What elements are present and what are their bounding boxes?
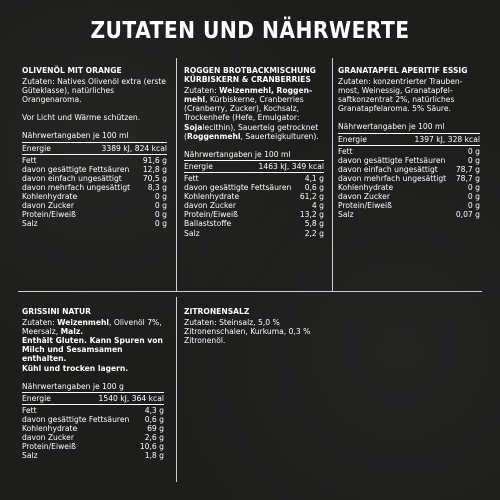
storage-note: Kühl und trocken lagern. xyxy=(22,363,129,373)
section-heading xyxy=(184,75,324,84)
nutrient-label: Energie xyxy=(184,161,213,171)
table-row xyxy=(22,201,167,210)
nutrient-value: 1397 kJ, 328 kcal xyxy=(414,134,480,144)
nutrient-value: 4,3 g xyxy=(144,405,164,415)
nutrient-label: davon gesättigte Fettsäuren xyxy=(338,155,446,165)
table-rule xyxy=(338,133,480,134)
nutrient-label: Fett xyxy=(338,146,353,156)
nutrition-table xyxy=(22,144,167,229)
nutrient-label: davon Zucker xyxy=(22,201,74,211)
nutrient-label: Salz xyxy=(338,210,354,220)
table-rule xyxy=(184,172,324,173)
nutrient-value: 5,8 g xyxy=(304,219,324,229)
table-row xyxy=(338,192,480,201)
nutrient-label: Ballaststoffe xyxy=(184,219,232,229)
nutrient-value: 13,2 g xyxy=(299,210,324,220)
allergen-warning: Enthält Gluten. Kann Spuren von Milch und Sesamsamen enthalten. xyxy=(22,336,163,364)
table-row xyxy=(184,192,324,201)
section-heading: ZITRONENSALZ xyxy=(184,307,250,316)
table-row xyxy=(22,174,167,183)
nutrient-label: davon Zucker xyxy=(22,433,74,443)
nutrient-value: 0 g xyxy=(467,155,480,165)
nutrition-table-head: Nährwertangaben je 100 ml xyxy=(184,149,291,159)
nutrient-label: Salz xyxy=(184,228,200,238)
allergen-text: Roggenmehl xyxy=(186,131,241,141)
nutrient-value: 0 g xyxy=(154,219,167,229)
table-row xyxy=(22,210,167,219)
nutrient-label: davon gesättigte Fettsäuren xyxy=(22,164,130,174)
allergen-text: Weizenmehl, Roggen-mehl xyxy=(184,86,313,105)
nutrient-value: 0 g xyxy=(467,192,480,202)
nutrient-value: 3389 kJ, 824 kcal xyxy=(101,143,167,153)
table-row xyxy=(184,219,324,228)
nutrient-label: davon einfach ungesättigt xyxy=(338,164,438,174)
ingredients-part: lecithin), Sauerteig getrocknet ( xyxy=(184,122,319,141)
nutrition-table xyxy=(22,394,164,461)
table-rule xyxy=(22,392,164,393)
table-row xyxy=(22,156,167,165)
table-row xyxy=(338,201,480,210)
nutrient-value: 0 g xyxy=(154,192,167,202)
nutrient-label: Energie xyxy=(22,143,51,153)
table-row xyxy=(22,415,164,424)
nutrient-label: Energie xyxy=(338,134,367,144)
nutrient-label: davon einfach ungesättigt xyxy=(22,173,122,183)
table-row xyxy=(22,394,164,403)
table-row xyxy=(184,210,324,219)
table-row xyxy=(338,183,480,192)
nutrient-label: Protein/Eiweiß xyxy=(22,442,76,452)
heading-line-1: ROGGEN BROTBACKMISCHUNG xyxy=(184,66,316,75)
table-row xyxy=(22,183,167,192)
nutrition-table xyxy=(184,162,324,238)
section-olivenoel xyxy=(22,66,167,228)
table-row xyxy=(22,424,164,433)
nutrition-table-head: Nährwertangaben je 100 g xyxy=(22,381,124,391)
nutrient-value: 78,7 g xyxy=(455,164,480,174)
table-row xyxy=(184,201,324,210)
nutrient-label: davon mehrfach ungesättigt xyxy=(338,173,447,183)
nutrient-label: Kohlenhydrate xyxy=(338,183,394,193)
nutrient-value: 10,6 g xyxy=(139,442,164,452)
table-rule xyxy=(22,404,164,405)
table-row xyxy=(184,183,324,192)
section-zitronensalz xyxy=(184,307,324,345)
table-row xyxy=(22,406,164,415)
nutrient-value: 78,7 g xyxy=(455,173,480,183)
nutrient-label: Kohlenhydrate xyxy=(22,192,78,202)
page-title: ZUTATEN UND NÄHRWERTE xyxy=(90,18,410,44)
nutrient-label: Fett xyxy=(22,405,37,415)
table-row xyxy=(338,165,480,174)
nutrient-label: Fett xyxy=(22,155,37,165)
storage-note: Vor Licht und Wärme schützen. xyxy=(22,113,141,123)
table-rule xyxy=(22,142,167,143)
nutrient-value: 2,2 g xyxy=(304,228,324,238)
table-row xyxy=(22,144,167,153)
ingredients-text xyxy=(22,318,164,336)
ingredients-text: Zutaten: Natives Olivenöl extra (erste Güteklasse), natürliches Orangenaroma. xyxy=(22,77,166,105)
nutrient-label: davon gesättigte Fettsäuren xyxy=(22,414,130,424)
table-row xyxy=(184,174,324,183)
nutrient-value: 1540 kJ, 364 kcal xyxy=(98,393,164,403)
ingredients-prefix: Zutaten: xyxy=(22,318,58,328)
allergen-text: Weizenmehl xyxy=(57,318,110,328)
nutrient-value: 0,6 g xyxy=(144,414,164,424)
table-row xyxy=(338,147,480,156)
table-row xyxy=(22,451,164,460)
nutrient-value: 0 g xyxy=(467,183,480,193)
divider-vertical-3 xyxy=(176,297,177,482)
section-heading xyxy=(184,66,324,75)
ingredients-part: , Sauerteigkulturen). xyxy=(240,131,319,141)
nutrient-value: 1463 kJ, 349 kcal xyxy=(258,161,324,171)
table-rule xyxy=(338,145,480,146)
nutrient-value: 0 g xyxy=(467,201,480,211)
nutrient-label: Protein/Eiweiß xyxy=(338,201,392,211)
table-row xyxy=(184,162,324,171)
ingredients-text: Zutaten: konzentrierter Trauben-most, Weinessig, Granatapfel-saftkonzentrat 2%, natürliches Granatapfelaroma. 5% Säure. xyxy=(338,77,463,114)
section-grissini xyxy=(22,307,164,460)
section-heading: GRISSINI NATUR xyxy=(22,307,91,316)
nutrient-value: 0 g xyxy=(154,201,167,211)
nutrient-label: Energie xyxy=(22,393,51,403)
table-row xyxy=(338,135,480,144)
nutrient-label: Kohlenhydrate xyxy=(22,424,78,434)
nutrient-label: Salz xyxy=(22,219,38,229)
nutrient-value: 8,3 g xyxy=(147,182,167,192)
nutrient-label: davon mehrfach ungesättigt xyxy=(22,182,131,192)
table-row xyxy=(22,433,164,442)
section-heading: GRANATAPFEL APERITIF ESSIG xyxy=(338,66,468,75)
table-row xyxy=(22,442,164,451)
nutrition-table-head: Nährwertangaben je 100 ml xyxy=(338,122,445,132)
nutrient-label: Kohlenhydrate xyxy=(184,192,240,202)
ingredients-part: , Olivenöl 7%, Meersalz, xyxy=(22,318,162,337)
ingredients-part: , Kürbiskerne, Cranberries (Cranberry, Zucker), Kochsalz, Trockenhefe (Hefe, Emulgator: xyxy=(184,95,304,123)
allergen-text: Soja xyxy=(184,122,203,132)
nutrient-value: 0 g xyxy=(154,210,167,220)
table-row xyxy=(22,165,167,174)
ingredients-text: Zutaten: Steinsalz, 5,0 % Zitronenschalen, Kurkuma, 0,3 % Zitronenöl. xyxy=(184,318,311,346)
nutrient-label: davon Zucker xyxy=(184,201,236,211)
nutrient-value: 4 g xyxy=(311,201,324,211)
divider-vertical-2 xyxy=(332,58,333,291)
nutrient-value: 69 g xyxy=(147,424,164,434)
nutrient-value: 1,8 g xyxy=(144,451,164,461)
section-roggen xyxy=(184,66,324,238)
nutrition-table-head: Nährwertangaben je 100 ml xyxy=(22,131,129,141)
table-rule xyxy=(22,154,167,155)
ingredients-prefix: Zutaten: xyxy=(184,86,220,96)
nutrient-value: 70,5 g xyxy=(142,173,167,183)
nutrient-value: 0,6 g xyxy=(304,183,324,193)
nutrient-value: 0,07 g xyxy=(455,210,480,220)
nutrient-label: Protein/Eiweiß xyxy=(22,210,76,220)
nutrient-value: 12,8 g xyxy=(142,164,167,174)
divider-horizontal xyxy=(18,291,482,292)
heading-line-2: KÜRBISKERN & CRANBERRIES xyxy=(184,75,311,85)
table-row xyxy=(338,174,480,183)
nutrient-value: 4,1 g xyxy=(304,173,324,183)
nutrient-label: Fett xyxy=(184,173,199,183)
nutrient-label: davon gesättigte Fettsäuren xyxy=(184,183,292,193)
section-granatapfel xyxy=(338,66,480,219)
nutrient-value: 61,2 g xyxy=(299,192,324,202)
nutrient-value: 91,6 g xyxy=(142,155,167,165)
nutrient-value: 2,6 g xyxy=(144,433,164,443)
table-row xyxy=(22,219,167,228)
ingredients-text xyxy=(184,86,324,141)
divider-vertical-1 xyxy=(176,58,177,291)
nutrient-label: davon Zucker xyxy=(338,192,390,202)
table-rule xyxy=(184,160,324,161)
nutrient-value: 0 g xyxy=(467,146,480,156)
table-row xyxy=(338,210,480,219)
nutrient-label: Salz xyxy=(22,451,38,461)
nutrition-table xyxy=(338,135,480,220)
table-row xyxy=(338,156,480,165)
nutrient-label: Protein/Eiweiß xyxy=(184,210,238,220)
allergen-text: Malz. xyxy=(60,327,84,337)
table-row xyxy=(184,229,324,238)
section-heading: OLIVENÖL MIT ORANGE xyxy=(22,66,122,75)
table-row xyxy=(22,192,167,201)
